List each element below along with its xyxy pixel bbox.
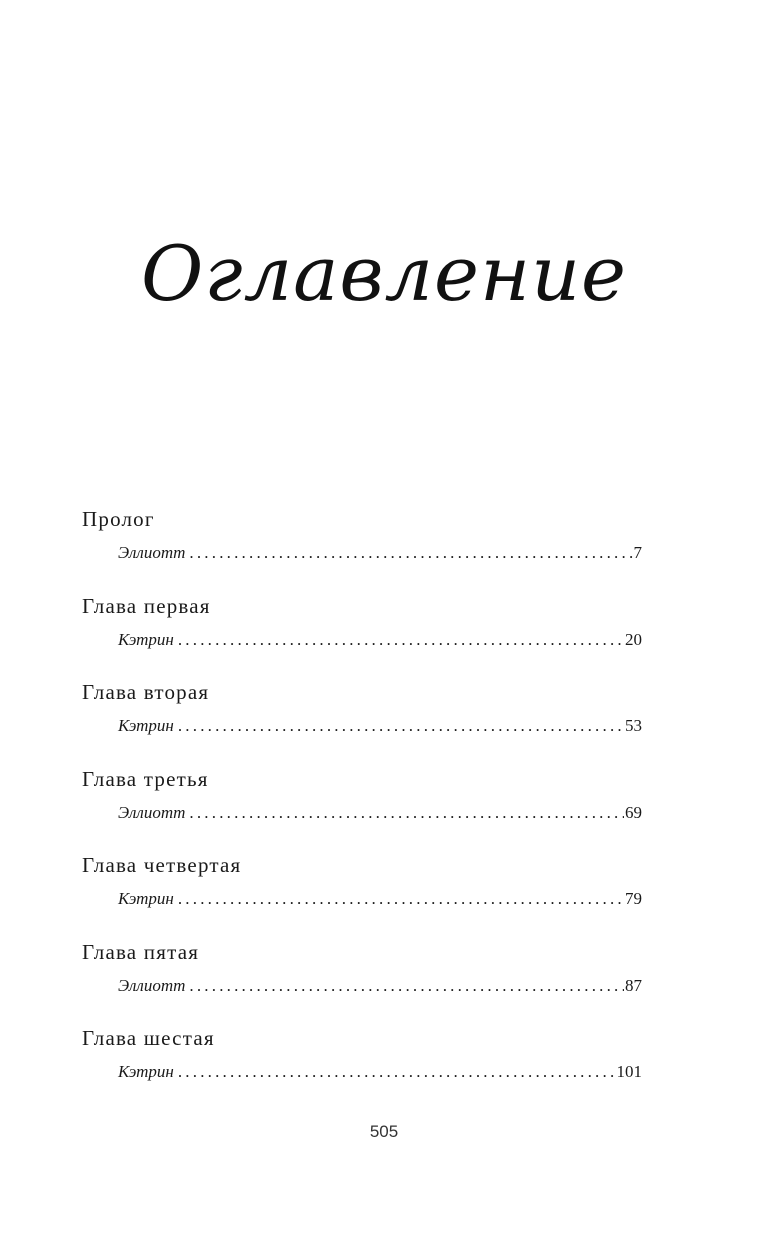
page-ref: 79 xyxy=(625,889,642,908)
dot-leader xyxy=(178,714,624,738)
dot-leader xyxy=(189,541,632,565)
page-ref: 87 xyxy=(625,975,642,995)
toc-chapter xyxy=(82,765,642,852)
dot-leader xyxy=(178,1060,616,1084)
dot-leader xyxy=(178,887,624,911)
toc-chapter xyxy=(82,938,642,1025)
narrator-name: Кэтрин xyxy=(118,629,174,649)
chapter-title: Глава вторая xyxy=(82,680,210,704)
dot-leader xyxy=(178,628,624,652)
toc-chapter xyxy=(82,592,642,679)
chapter-title: Глава четвертая xyxy=(82,853,242,877)
narrator-name: Кэтрин xyxy=(118,1062,174,1081)
toc-entry[interactable] xyxy=(118,714,642,738)
toc-chapter xyxy=(82,505,642,592)
toc-entry[interactable] xyxy=(118,801,642,825)
chapter-title: Глава первая xyxy=(82,593,211,618)
dot-leader xyxy=(189,801,624,825)
chapter-title: Глава пятая xyxy=(82,939,200,964)
toc-entry[interactable] xyxy=(118,541,642,565)
page-ref: 20 xyxy=(625,629,642,649)
toc-entry[interactable] xyxy=(118,974,642,998)
toc-entry[interactable] xyxy=(118,1060,642,1084)
toc-chapter xyxy=(82,1024,642,1111)
page-ref: 69 xyxy=(625,802,642,822)
chapter-title: Глава шестая xyxy=(82,1026,215,1050)
narrator-name: Кэтрин xyxy=(118,716,174,735)
chapter-title: Пролог xyxy=(82,507,155,531)
narrator-name: Эллиотт xyxy=(118,543,186,562)
narrator-name: Эллиотт xyxy=(118,975,186,995)
table-of-contents xyxy=(82,505,642,1111)
page-ref: 7 xyxy=(633,543,642,562)
dot-leader xyxy=(189,974,624,998)
toc-chapter xyxy=(82,678,642,765)
page-number: 505 xyxy=(369,1122,399,1141)
chapter-title: Глава третья xyxy=(82,766,209,791)
narrator-name: Эллиотт xyxy=(118,802,186,822)
page-ref: 101 xyxy=(616,1062,642,1081)
page-title: Оглавление xyxy=(140,229,627,318)
narrator-name: Кэтрин xyxy=(118,889,174,908)
toc-chapter xyxy=(82,851,642,938)
page-ref: 53 xyxy=(625,716,642,735)
toc-entry[interactable] xyxy=(118,628,642,652)
toc-entry[interactable] xyxy=(118,887,642,911)
